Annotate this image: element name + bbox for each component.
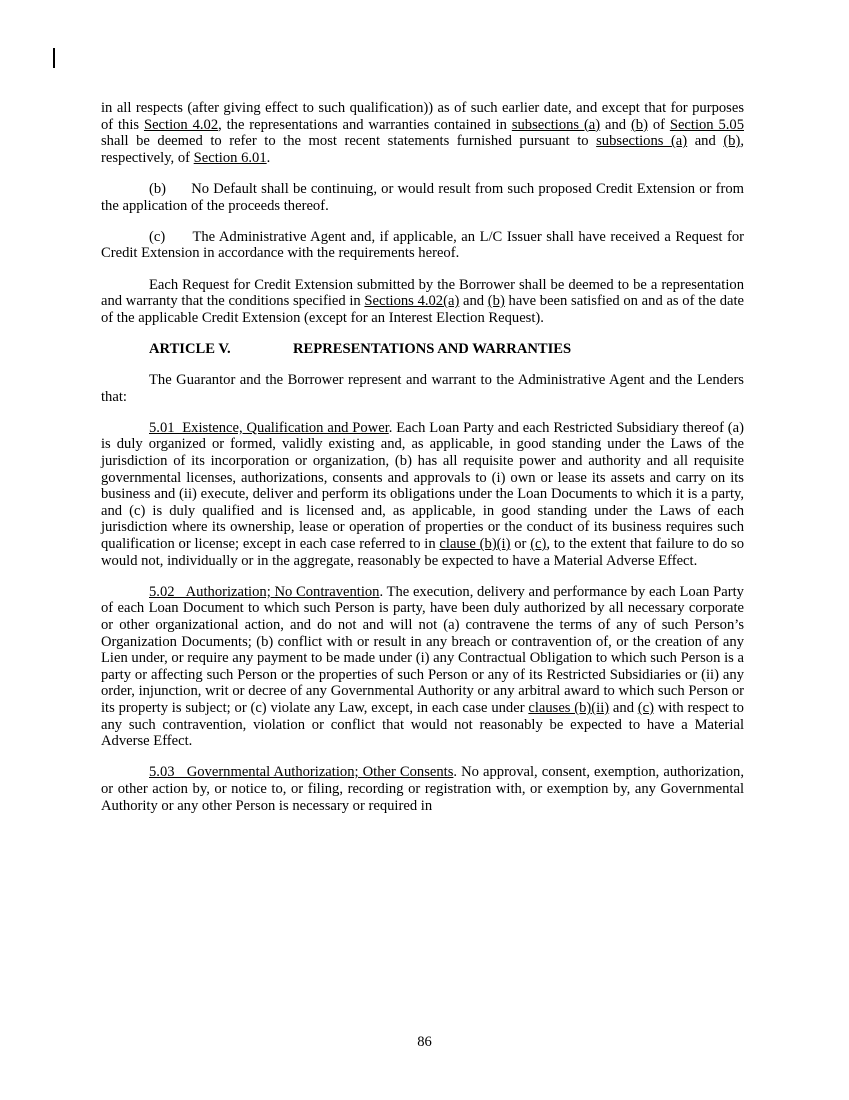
article-title: REPRESENTATIONS AND WARRANTIES	[293, 340, 572, 357]
subsection-a-ref: subsections (a)	[511, 116, 601, 133]
text-cursor	[53, 48, 55, 68]
section-heading: 5.03 Governmental Authorization; Other Consents	[149, 764, 454, 781]
sections-4-02a-ref: Sections 4.02(a)	[364, 293, 460, 310]
article-heading	[101, 341, 744, 358]
paragraph-each-request: Each Request for Credit Extension submitted by the Borrower shall be deemed to be a representation and warranty that the conditions specified in Sections 4.02(a) and (b) have been satisfied on and as of the date of the applicable Credit Extension (except for an Interest Election Request).	[101, 276, 745, 326]
section-6-01-ref: Section 6.01	[193, 149, 267, 166]
clause-b-ref: (b)	[487, 293, 505, 310]
section-5-01: 5.01 Existence, Qualification and Power. Each Loan Party and each Restricted Subsidiary thereof (a) is duly organized or formed, validly existing and, as applicable, in good standing under the Laws of the jurisdiction of its incorporation or organization, (b) has all requisite power and authority and all requisite governmental licenses, authorizations, consents and approvals to (i) own or lease its assets and carry on its business and (ii) execute, deliver and perform its obligations under the Loan Documents to which it is a party, and (c) is duly qualified and is licensed and, as applicable, in good standing under the Laws of each jurisdiction where its ownership, lease or operation of properties or the conduct of its business requires such qualification or license; except in each case referred to in clause (b)(i) or (c), to the extent that failure to do so would not, individually or in the aggregate, reasonably be expected to have a Material Adverse Effect.	[101, 419, 745, 569]
article-number: ARTICLE V.	[149, 340, 231, 357]
subsection-b-ref: (b)	[723, 133, 741, 150]
clause-ref: (c)	[637, 699, 654, 716]
subsection-b-ref: (b)	[630, 116, 648, 133]
paragraph-b: (b) No Default shall be continuing, or would result from such proposed Credit Extension or from the application of the proceeds thereof.	[101, 180, 744, 214]
paragraph-continuation: in all respects (after giving effect to such qualification)) as of such earlier date, and except that for purposes of this Section 4.02, the representations and warranties contained in subsections (a) and (b) of Section 5.05 shall be deemed to refer to the most recent statements furnished pursuant to subsections (a) and (b), respectively, of Section 6.01.	[101, 100, 744, 166]
subsection-a-ref: subsections (a)	[596, 133, 688, 150]
clause-ref: (c)	[530, 536, 547, 553]
section-5-03: 5.03 Governmental Authorization; Other Consents. No approval, consent, exemption, authorization, or other action by, or notice to, or filing, recording or registration with, or exemption by, any Governmental Authority or any other Person is necessary or required in	[101, 764, 744, 814]
section-heading: 5.02 Authorization; No Contravention	[149, 583, 380, 600]
page-number: 86	[417, 1034, 432, 1050]
paragraph-intro: The Guarantor and the Borrower represent and warrant to the Administrative Agent and the Lenders that:	[101, 372, 744, 405]
section-5-05-ref: Section 5.05	[669, 116, 744, 133]
section-5-02: 5.02 Authorization; No Contravention. The execution, delivery and performance by each Loan Party of each Loan Document to which such Person is party, have been duly authorized by all necessary corporate or other organizational action, and do not and will not (a) contravene the terms of any of such Person’s Organization Documents; (b) conflict with or result in any breach or contravention of, or the creation of any Lien under, or require any payment to be made under (i) any Contractual Obligation to which such Person is a party or affecting such Person or the properties of such Person or any of its Restricted Subsidiaries or (ii) any order, injunction, writ or decree of any Governmental Authority or any arbitral award to which such Person or its property is subject; or (c) violate any Law, except, in each case under clauses (b)(ii) and (c) with respect to any such contravention, violation or conflict that would not reasonably be expected to have a Material Adverse Effect.	[101, 583, 744, 750]
clause-ref: clauses (b)(ii)	[528, 699, 610, 716]
document-body	[101, 100, 744, 829]
paragraph-c: (c) The Administrative Agent and, if applicable, an L/C Issuer shall have received a Request for Credit Extension in accordance with the requirements hereof.	[101, 228, 744, 262]
section-heading: 5.01 Existence, Qualification and Power	[149, 419, 389, 436]
clause-ref: clause (b)(i)	[439, 536, 511, 553]
section-4-02-ref: Section 4.02	[143, 116, 219, 133]
